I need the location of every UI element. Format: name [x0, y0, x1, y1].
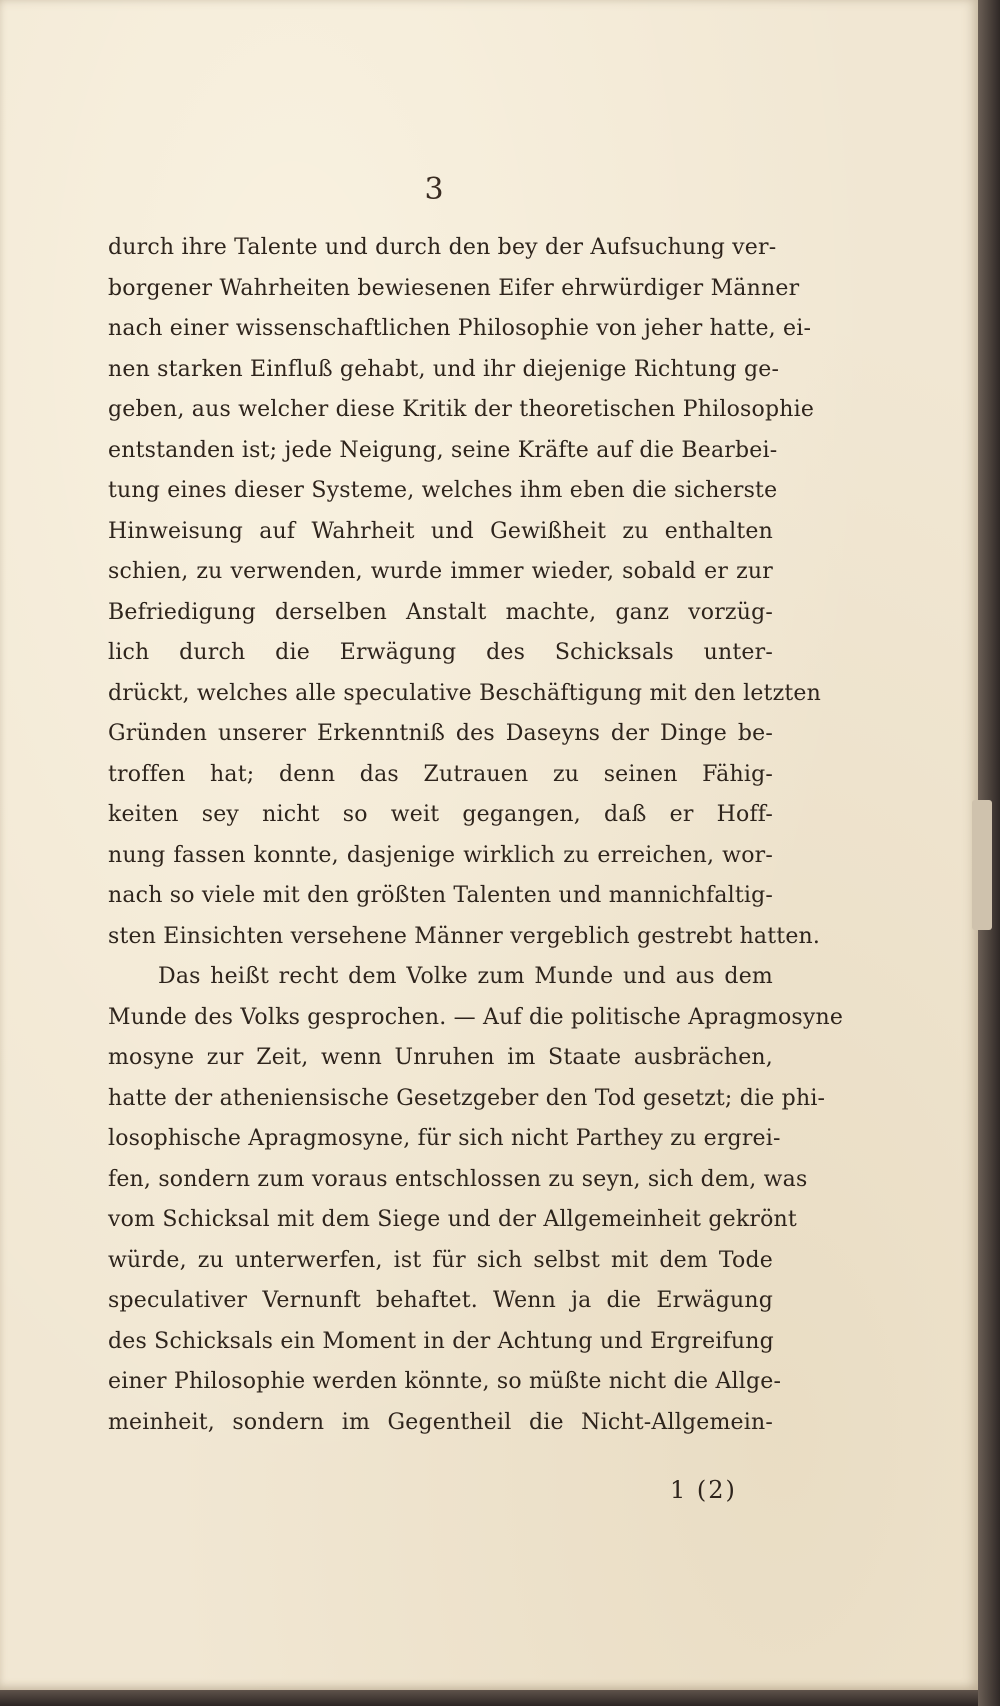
text-line: würde, zu unterwerfen, ist für sich selbst mit dem Tode	[108, 1247, 773, 1273]
text-line: schien, zu verwenden, wurde immer wieder, sobald er zur	[108, 559, 773, 584]
text-line: sten Einsichten versehene Männer vergeblich gestrebt hatten.	[108, 923, 821, 949]
text-line: nach so viele mit den größten Talenten und mannichfaltig-	[108, 883, 774, 908]
text-line: hatte der atheniensische Gesetzgeber den Tod gesetzt; die phi-	[108, 1085, 826, 1111]
page-tab	[972, 800, 992, 930]
text-line: nung fassen konnte, dasjenige wirklich zu erreichen, wor-	[108, 842, 773, 868]
text-line: des Schicksals ein Moment in der Achtung und Ergreifung	[108, 1328, 774, 1354]
text-line: troffen hat; denn das Zutrauen zu seinen Fähig-	[108, 761, 773, 787]
text-line: vom Schicksal mit dem Siege und der Allgemeinheit gekrönt	[108, 1207, 797, 1232]
body-text	[108, 228, 844, 1443]
page-edge-bottom	[0, 1690, 978, 1706]
text-line: meinheit, sondern im Gegentheil die Nicht-Allgemein-	[108, 1409, 773, 1435]
signature-mark: 1 (2)	[670, 1476, 737, 1504]
page-number: 3	[424, 172, 444, 207]
text-line: Befriedigung derselben Anstalt machte, ganz vorzüg-	[108, 599, 773, 625]
text-line: speculativer Vernunft behaftet. Wenn ja die Erwägung	[108, 1288, 773, 1313]
text-line: einer Philosophie werden könnte, so müßte nicht die Allge-	[108, 1369, 782, 1394]
text-line: lich durch die Erwägung des Schicksals unter-	[108, 640, 773, 665]
text-line: Das heißt recht dem Volke zum Munde und aus dem	[158, 964, 773, 989]
text-line: losophische Apragmosyne, für sich nicht Parthey zu ergrei-	[108, 1126, 781, 1151]
text-line: fen, sondern zum voraus entschlossen zu seyn, sich dem, was	[108, 1166, 808, 1192]
text-line: borgener Wahrheiten bewiesenen Eifer ehrwürdiger Männer	[108, 275, 800, 301]
text-line: durch ihre Talente und durch den bey der Aufsuchung ver-	[108, 235, 777, 260]
text-line: geben, aus welcher diese Kritik der theoretischen Philosophie	[108, 397, 815, 422]
text-line: keiten sey nicht so weit gegangen, daß er Hoff-	[108, 802, 773, 827]
text-line: nach einer wissenschaftlichen Philosophie von jeher hatte, ei-	[108, 316, 812, 341]
text-line: drückt, welches alle speculative Beschäftigung mit den letzten	[108, 680, 821, 706]
text-line: Munde des Volks gesprochen. — Auf die politische Apragmosyne	[108, 1004, 844, 1030]
text-line: Hinweisung auf Wahrheit und Gewißheit zu enthalten	[108, 518, 773, 544]
text-line: mosyne zur Zeit, wenn Unruhen im Staate ausbrächen,	[108, 1045, 773, 1070]
text-line: entstanden ist; jede Neigung, seine Kräfte auf die Bearbei-	[108, 437, 778, 463]
text-line: nen starken Einfluß gehabt, und ihr diejenige Richtung ge-	[108, 356, 780, 382]
text-line: Gründen unserer Erkenntniß des Daseyns der Dinge be-	[108, 721, 773, 746]
text-line: tung eines dieser Systeme, welches ihm eben die sicherste	[108, 478, 778, 503]
